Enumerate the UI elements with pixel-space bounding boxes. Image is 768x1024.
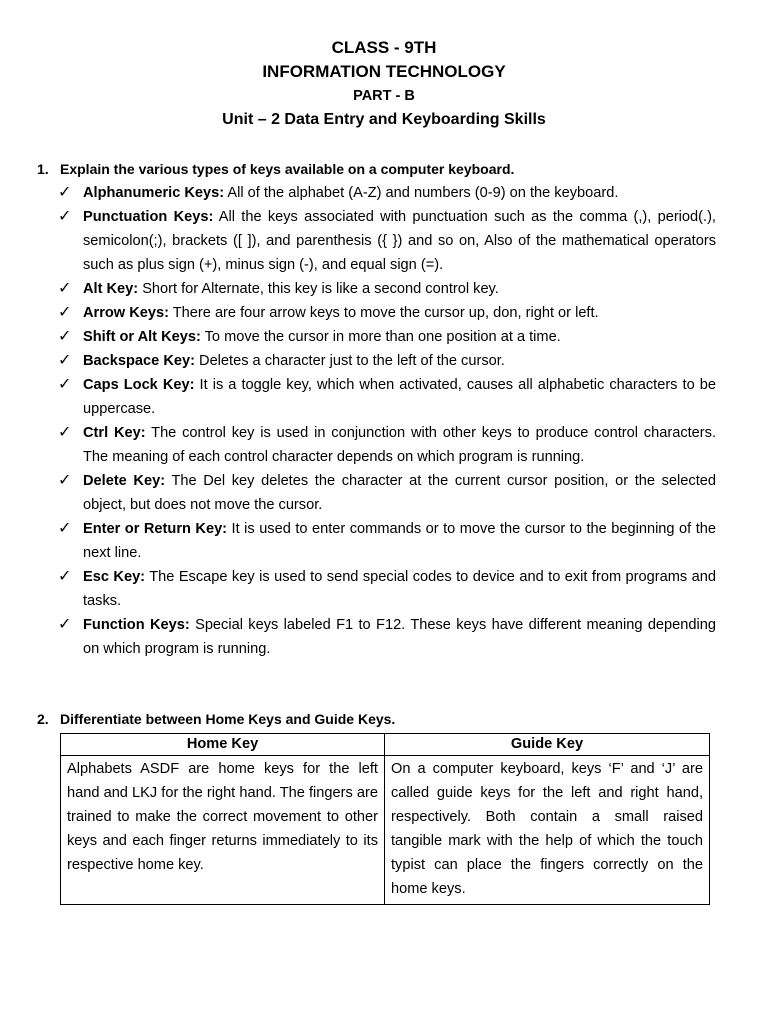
list-item bbox=[58, 349, 716, 373]
key-term: Alphanumeric Keys: bbox=[83, 185, 225, 201]
checkmark-icon: ✓ bbox=[58, 304, 72, 321]
key-description: All the keys associated with punctuation such as the comma (,), period(.), semicolon(;), brackets ([ ]), and parenthesis ({ }) and so on, Also of the mathematical operators such as plus sign (+), minus sign (-), and equal sign (=). bbox=[83, 209, 716, 273]
key-term: Function Keys: bbox=[83, 617, 190, 633]
key-description: Short for Alternate, this key is like a second control key. bbox=[138, 281, 499, 297]
key-term: Esc Key: bbox=[83, 569, 146, 585]
list-item bbox=[58, 181, 716, 205]
table-row bbox=[61, 756, 710, 905]
key-description: It is a toggle key, which when activated, causes all alphabetic characters to be uppercase. bbox=[83, 377, 716, 417]
part-title: PART - B bbox=[353, 88, 415, 104]
key-term: Ctrl Key: bbox=[83, 425, 146, 441]
key-term: Arrow Keys: bbox=[83, 305, 169, 321]
list-item bbox=[58, 517, 716, 565]
checkmark-icon: ✓ bbox=[58, 424, 72, 441]
checkmark-icon: ✓ bbox=[58, 328, 72, 345]
key-term: Alt Key: bbox=[83, 281, 139, 297]
header-home-key: Home Key bbox=[61, 734, 385, 756]
question-1 bbox=[37, 159, 514, 179]
question-1-number: 1. bbox=[37, 161, 49, 177]
question-2 bbox=[37, 709, 395, 729]
key-term: Punctuation Keys: bbox=[83, 209, 214, 225]
checkmark-icon: ✓ bbox=[58, 568, 72, 585]
list-item bbox=[58, 373, 716, 421]
list-item bbox=[58, 325, 716, 349]
class-title: CLASS - 9TH bbox=[331, 38, 437, 57]
subject-title: INFORMATION TECHNOLOGY bbox=[262, 62, 506, 81]
checkmark-icon: ✓ bbox=[58, 208, 72, 225]
key-term: Shift or Alt Keys: bbox=[83, 329, 201, 345]
checkmark-icon: ✓ bbox=[58, 184, 72, 201]
list-item bbox=[58, 469, 716, 517]
list-item bbox=[58, 565, 716, 613]
key-term: Caps Lock Key: bbox=[83, 377, 195, 393]
checkmark-icon: ✓ bbox=[58, 472, 72, 489]
key-description: The control key is used in conjunction with other keys to produce control characters. The meaning of each control character depends on which program is running. bbox=[83, 425, 716, 465]
table-header-row bbox=[61, 734, 710, 756]
unit-title: Unit – 2 Data Entry and Keyboarding Skills bbox=[222, 111, 546, 128]
list-item bbox=[58, 421, 716, 469]
key-description: Deletes a character just to the left of the cursor. bbox=[194, 353, 505, 369]
document-header bbox=[0, 36, 768, 132]
checkmark-icon: ✓ bbox=[58, 352, 72, 369]
list-item bbox=[58, 613, 716, 661]
key-description: The Escape key is used to send special codes to device and to exit from programs and tasks. bbox=[83, 569, 716, 609]
key-description: Special keys labeled F1 to F12. These keys have different meaning depending on which program is running. bbox=[83, 617, 716, 657]
key-term: Backspace Key: bbox=[83, 353, 195, 369]
key-term: Delete Key: bbox=[83, 473, 166, 489]
home-vs-guide-table bbox=[60, 733, 710, 905]
checkmark-icon: ✓ bbox=[58, 280, 72, 297]
question-2-number: 2. bbox=[37, 711, 49, 727]
home-key-description: Alphabets ASDF are home keys for the left hand and LKJ for the right hand. The fingers are trained to make the correct movement to other keys and each finger returns immediately to its respective home key. bbox=[61, 756, 385, 905]
key-term: Enter or Return Key: bbox=[83, 521, 228, 537]
key-description: All of the alphabet (A-Z) and numbers (0-9) on the keyboard. bbox=[224, 185, 619, 201]
guide-key-description: On a computer keyboard, keys ‘F’ and ‘J’ are called guide keys for the left and right hand, respectively. Both contain a small raised tangible mark with the help of which the touch typist can place the fingers correctly on the home keys. bbox=[385, 756, 710, 905]
key-description: There are four arrow keys to move the cursor up, don, right or left. bbox=[168, 305, 599, 321]
key-description: To move the cursor in more than one position at a time. bbox=[200, 329, 561, 345]
key-description: It is used to enter commands or to move the cursor to the beginning of the next line. bbox=[83, 521, 716, 561]
header-guide-key: Guide Key bbox=[385, 734, 710, 756]
key-types-list bbox=[58, 181, 716, 661]
list-item bbox=[58, 277, 716, 301]
checkmark-icon: ✓ bbox=[58, 616, 72, 633]
question-2-text: Differentiate between Home Keys and Guide Keys. bbox=[60, 711, 396, 727]
list-item bbox=[58, 205, 716, 277]
question-1-text: Explain the various types of keys available on a computer keyboard. bbox=[60, 161, 515, 177]
key-description: The Del key deletes the character at the current cursor position, or the selected object, but does not move the cursor. bbox=[83, 473, 716, 513]
checkmark-icon: ✓ bbox=[58, 376, 72, 393]
checkmark-icon: ✓ bbox=[58, 520, 72, 537]
list-item bbox=[58, 301, 716, 325]
